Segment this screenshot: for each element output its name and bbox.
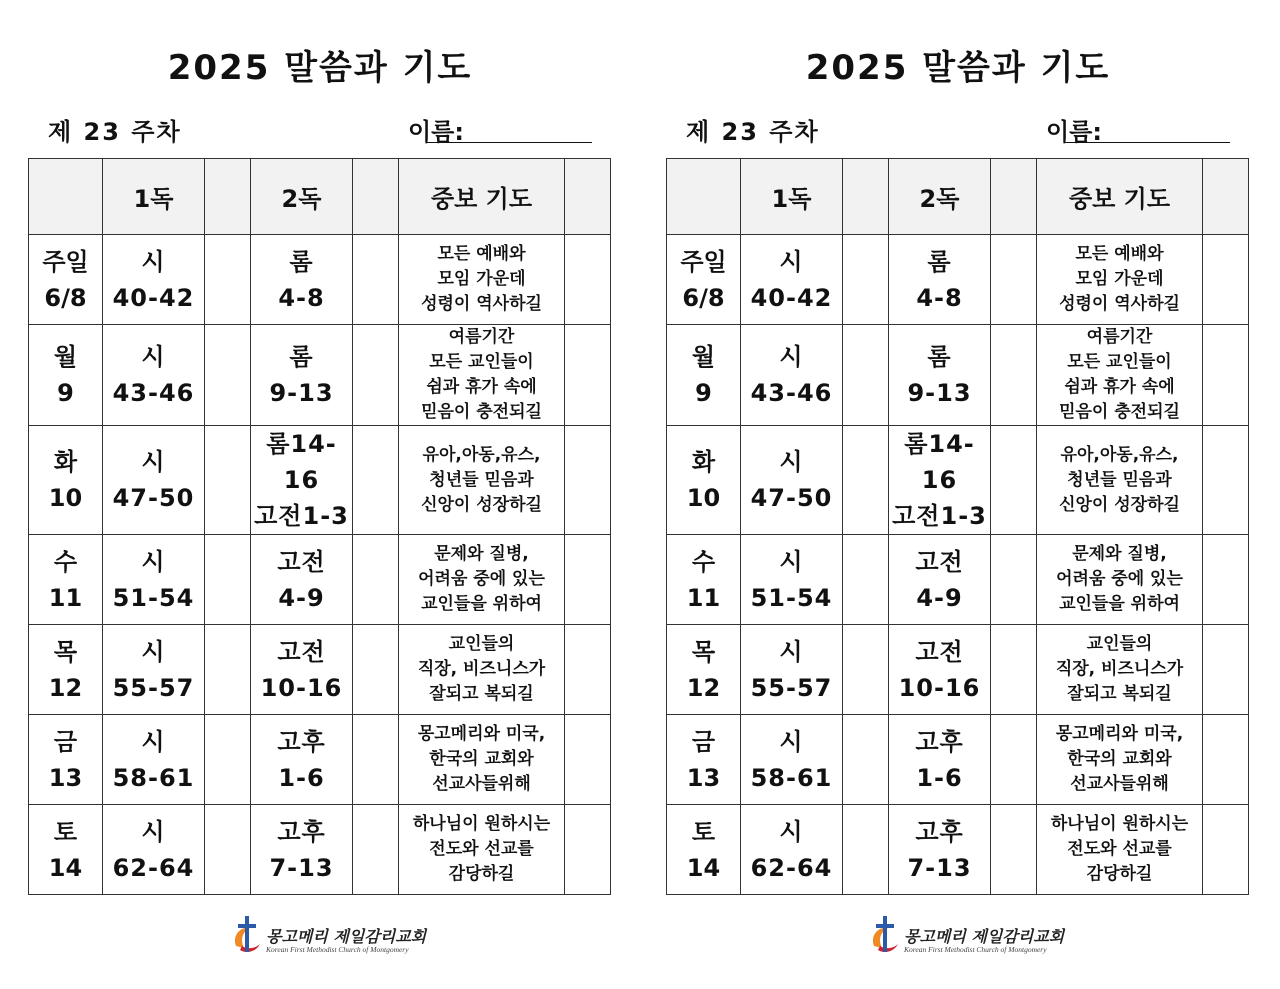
reading2-book: 고후 [277, 817, 326, 846]
reading2-chapters: 10-16 [898, 673, 981, 702]
day-cell [667, 535, 741, 625]
day-name: 수 [691, 547, 716, 576]
table-row [667, 625, 1249, 715]
reading1-cell [741, 805, 843, 895]
name-label: 이름: [1046, 118, 1102, 146]
prayer-line: 모임 가운데 [1075, 269, 1164, 289]
day-name: 토 [691, 817, 716, 846]
table-row [29, 235, 611, 325]
header-row [29, 159, 611, 235]
reading2-chapters: 7-13 [269, 853, 334, 882]
reading-prayer-table [666, 158, 1249, 895]
church-name-ko: 몽고메리 제일감리교회 [266, 927, 427, 946]
reading2-cell [251, 625, 353, 715]
reading2-book: 고전 [277, 637, 326, 666]
prayer-line: 몽고메리와 미국, [1055, 724, 1184, 744]
reading2-cell [251, 715, 353, 805]
check-box-reading1 [205, 535, 251, 625]
check-box-reading1 [205, 805, 251, 895]
reading1-cell [741, 715, 843, 805]
reading2-book: 고후 [915, 817, 964, 846]
reading1-book: 시 [141, 817, 166, 846]
day-cell [667, 715, 741, 805]
prayer-line: 문제와 질병, [434, 544, 529, 564]
worksheet-left [20, 0, 620, 989]
church-name-ko: 몽고메리 제일감리교회 [904, 927, 1065, 946]
check-box-reading2 [353, 805, 399, 895]
reading1-book: 시 [779, 727, 804, 756]
reading2-chapters: 9-13 [907, 379, 972, 407]
prayer-line: 신앙이 성장하길 [421, 494, 542, 515]
prayer-cell [1037, 805, 1203, 895]
reading1-cell [741, 625, 843, 715]
table-row [667, 235, 1249, 325]
day-name: 토 [53, 817, 78, 846]
prayer-line: 유아,아동,유스, [1060, 444, 1179, 465]
day-date: 11 [686, 583, 721, 612]
reading2-chapters: 고전1-3 [892, 502, 987, 530]
check-box-reading2 [353, 535, 399, 625]
prayer-line: 모든 예배와 [1075, 244, 1164, 264]
reading2-chapters: 고전1-3 [254, 502, 349, 530]
prayer-line: 유아,아동,유스, [422, 444, 541, 465]
header-reading1: 1독 [103, 159, 205, 235]
table-row [667, 426, 1249, 535]
reading2-chapters: 4-9 [278, 583, 325, 612]
reading1-chapters: 40-42 [750, 283, 833, 312]
reading1-cell [103, 535, 205, 625]
reading1-chapters: 47-50 [112, 484, 195, 512]
reading1-cell [741, 426, 843, 535]
check-box-reading1 [205, 235, 251, 325]
prayer-line: 잘되고 복되길 [429, 684, 534, 704]
prayer-line: 어려움 중에 있는 [1056, 569, 1183, 589]
prayer-line: 믿음이 충전되길 [421, 402, 542, 422]
reading2-chapters: 4-8 [278, 283, 325, 312]
reading2-cell [889, 325, 991, 426]
check-box-reading1 [843, 235, 889, 325]
table-row [29, 535, 611, 625]
week-label: 제 23 주차 [686, 118, 820, 146]
day-name: 화 [53, 448, 78, 476]
prayer-cell [399, 426, 565, 535]
day-date: 14 [48, 853, 83, 882]
reading2-cell [251, 235, 353, 325]
reading1-book: 시 [141, 547, 166, 576]
check-box-reading2 [991, 235, 1037, 325]
check-box-prayer [1203, 426, 1249, 535]
check-box-reading1 [205, 625, 251, 715]
reading1-book: 시 [779, 448, 804, 476]
header-row [667, 159, 1249, 235]
day-name: 목 [53, 637, 78, 666]
check-box-prayer [565, 805, 611, 895]
day-date: 13 [686, 763, 721, 792]
reading2-cell [889, 426, 991, 535]
check-box-reading2 [353, 325, 399, 426]
reading1-cell [103, 325, 205, 426]
reading2-cell [889, 535, 991, 625]
table-row [29, 805, 611, 895]
day-name: 월 [53, 343, 78, 371]
reading2-cell [251, 325, 353, 426]
check-box-prayer [565, 235, 611, 325]
table-row [29, 625, 611, 715]
church-logo [868, 912, 1065, 960]
check-box-reading2 [991, 625, 1037, 715]
header-check3-blank [565, 159, 611, 235]
day-cell [667, 426, 741, 535]
check-box-reading2 [353, 235, 399, 325]
name-blank-line [1064, 142, 1230, 143]
check-box-prayer [565, 625, 611, 715]
check-box-prayer [1203, 325, 1249, 426]
day-name: 주일 [42, 247, 89, 276]
header-reading2: 2독 [251, 159, 353, 235]
reading2-book: 롬 [927, 247, 952, 276]
reading1-book: 시 [141, 727, 166, 756]
check-box-reading1 [843, 325, 889, 426]
reading1-book: 시 [141, 637, 166, 666]
prayer-line: 교인들을 위하여 [1059, 594, 1180, 614]
table-row [667, 325, 1249, 426]
prayer-line: 청년들 믿음과 [429, 469, 534, 490]
prayer-line: 모든 교인들이 [1067, 352, 1172, 372]
header-day-blank [667, 159, 741, 235]
prayer-line: 선교사들위해 [1070, 774, 1169, 794]
check-box-reading1 [205, 426, 251, 535]
prayer-line: 전도와 선교를 [1067, 839, 1172, 859]
reading1-book: 시 [779, 637, 804, 666]
reading1-chapters: 43-46 [112, 379, 195, 407]
prayer-line: 믿음이 충전되길 [1059, 402, 1180, 422]
check-box-reading2 [991, 325, 1037, 426]
day-name: 목 [691, 637, 716, 666]
reading1-cell [103, 426, 205, 535]
name-blank-line [426, 142, 592, 143]
day-date: 12 [686, 673, 721, 702]
reading2-book: 롬14-16 [266, 430, 337, 494]
day-cell [667, 625, 741, 715]
prayer-line: 하나님이 원하시는 [1050, 814, 1189, 834]
table-row [667, 805, 1249, 895]
day-cell [29, 325, 103, 426]
reading2-chapters: 1-6 [278, 763, 325, 792]
table-row [29, 426, 611, 535]
check-box-reading1 [843, 625, 889, 715]
church-logo [230, 912, 427, 960]
prayer-line: 여름기간 [1086, 327, 1153, 347]
check-box-reading2 [991, 426, 1037, 535]
prayer-line: 성령이 역사하길 [421, 294, 542, 314]
reading1-book: 시 [779, 817, 804, 846]
reading2-cell [251, 805, 353, 895]
reading2-book: 고전 [915, 547, 964, 576]
reading-prayer-table [28, 158, 611, 895]
reading2-book: 롬 [289, 343, 314, 371]
check-box-reading1 [843, 535, 889, 625]
prayer-cell [399, 805, 565, 895]
check-box-reading1 [843, 715, 889, 805]
check-box-reading1 [843, 426, 889, 535]
check-box-prayer [565, 535, 611, 625]
prayer-line: 쉼과 휴가 속에 [426, 377, 537, 397]
prayer-cell [1037, 715, 1203, 805]
reading1-chapters: 58-61 [750, 763, 833, 792]
check-box-prayer [1203, 625, 1249, 715]
header-day-blank [29, 159, 103, 235]
check-box-reading1 [205, 325, 251, 426]
day-cell [29, 715, 103, 805]
day-date: 9 [695, 379, 712, 407]
reading1-cell [103, 625, 205, 715]
reading1-chapters: 62-64 [112, 853, 195, 882]
check-box-prayer [565, 715, 611, 805]
prayer-cell [399, 325, 565, 426]
day-date: 14 [686, 853, 721, 882]
day-name: 화 [691, 448, 716, 476]
day-date: 10 [686, 484, 721, 512]
day-date: 6/8 [682, 283, 725, 312]
header-check2-blank [353, 159, 399, 235]
check-box-reading2 [991, 535, 1037, 625]
reading2-cell [889, 235, 991, 325]
day-date: 11 [48, 583, 83, 612]
check-box-prayer [1203, 535, 1249, 625]
page-title: 2025 말씀과 기도 [167, 48, 473, 88]
prayer-cell [399, 535, 565, 625]
reading2-cell [251, 426, 353, 535]
reading1-chapters: 40-42 [112, 283, 195, 312]
day-name: 수 [53, 547, 78, 576]
reading1-book: 시 [779, 547, 804, 576]
day-cell [29, 426, 103, 535]
reading1-chapters: 58-61 [112, 763, 195, 792]
header-check3-blank [1203, 159, 1249, 235]
church-name-en: Korean First Methodist Church of Montgomery [904, 945, 1047, 954]
reading2-cell [889, 715, 991, 805]
reading2-book: 롬14-16 [904, 430, 975, 494]
prayer-line: 직장, 비즈니스가 [1055, 659, 1184, 679]
prayer-cell [399, 235, 565, 325]
page-title: 2025 말씀과 기도 [805, 48, 1111, 88]
reading1-chapters: 55-57 [750, 673, 833, 702]
header-check1-blank [205, 159, 251, 235]
reading2-book: 고후 [277, 727, 326, 756]
reading1-book: 시 [779, 247, 804, 276]
prayer-line: 잘되고 복되길 [1067, 684, 1172, 704]
header-reading1: 1독 [741, 159, 843, 235]
reading2-chapters: 9-13 [269, 379, 334, 407]
check-box-reading1 [205, 715, 251, 805]
check-box-prayer [1203, 715, 1249, 805]
reading1-cell [103, 235, 205, 325]
reading1-book: 시 [141, 247, 166, 276]
prayer-line: 모임 가운데 [437, 269, 526, 289]
day-date: 6/8 [44, 283, 87, 312]
reading2-cell [889, 625, 991, 715]
prayer-cell [1037, 535, 1203, 625]
check-box-prayer [1203, 235, 1249, 325]
header-check1-blank [843, 159, 889, 235]
prayer-line: 교인들의 [1086, 634, 1153, 654]
day-name: 월 [691, 343, 716, 371]
reading1-cell [103, 805, 205, 895]
reading2-book: 롬 [289, 247, 314, 276]
reading1-chapters: 51-54 [750, 583, 833, 612]
prayer-line: 한국의 교회와 [429, 749, 534, 769]
reading1-book: 시 [141, 343, 166, 371]
reading2-cell [889, 805, 991, 895]
reading2-book: 고전 [277, 547, 326, 576]
week-label: 제 23 주차 [48, 118, 182, 146]
reading2-book: 고후 [915, 727, 964, 756]
prayer-line: 어려움 중에 있는 [418, 569, 545, 589]
table-row [29, 715, 611, 805]
check-box-reading2 [353, 625, 399, 715]
worksheet-right [658, 0, 1258, 989]
day-cell [29, 805, 103, 895]
prayer-cell [1037, 426, 1203, 535]
reading2-book: 고전 [915, 637, 964, 666]
reading1-cell [741, 235, 843, 325]
prayer-line: 모든 교인들이 [429, 352, 534, 372]
prayer-line: 몽고메리와 미국, [417, 724, 546, 744]
prayer-line: 문제와 질병, [1072, 544, 1167, 564]
prayer-line: 감당하길 [1086, 864, 1153, 884]
prayer-cell [1037, 235, 1203, 325]
prayer-line: 모든 예배와 [437, 244, 526, 264]
church-name-en: Korean First Methodist Church of Montgomery [266, 945, 409, 954]
reading2-chapters: 10-16 [260, 673, 343, 702]
day-date: 13 [48, 763, 83, 792]
day-name: 금 [691, 727, 716, 756]
table-row [29, 325, 611, 426]
check-box-reading2 [991, 715, 1037, 805]
reading2-cell [251, 535, 353, 625]
reading1-chapters: 51-54 [112, 583, 195, 612]
reading2-chapters: 7-13 [907, 853, 972, 882]
day-cell [667, 805, 741, 895]
header-check2-blank [991, 159, 1037, 235]
table-row [667, 535, 1249, 625]
name-label: 이름: [408, 118, 464, 146]
reading1-book: 시 [141, 448, 166, 476]
day-cell [667, 235, 741, 325]
day-name: 금 [53, 727, 78, 756]
day-cell [29, 535, 103, 625]
day-date: 9 [57, 379, 74, 407]
reading1-book: 시 [779, 343, 804, 371]
prayer-cell [1037, 325, 1203, 426]
prayer-line: 직장, 비즈니스가 [417, 659, 546, 679]
prayer-line: 한국의 교회와 [1067, 749, 1172, 769]
table-row [667, 715, 1249, 805]
check-box-prayer [565, 426, 611, 535]
prayer-line: 하나님이 원하시는 [412, 814, 551, 834]
day-cell [667, 325, 741, 426]
header-reading2: 2독 [889, 159, 991, 235]
reading1-cell [103, 715, 205, 805]
header-prayer: 중보 기도 [399, 159, 565, 235]
prayer-line: 신앙이 성장하길 [1059, 494, 1180, 515]
check-box-reading2 [991, 805, 1037, 895]
check-box-reading1 [843, 805, 889, 895]
check-box-prayer [1203, 805, 1249, 895]
check-box-reading2 [353, 426, 399, 535]
reading2-chapters: 4-9 [916, 583, 963, 612]
reading1-chapters: 55-57 [112, 673, 195, 702]
day-date: 12 [48, 673, 83, 702]
cross-flame-icon [868, 912, 904, 958]
reading2-book: 롬 [927, 343, 952, 371]
prayer-line: 교인들을 위하여 [421, 594, 542, 614]
reading1-cell [741, 535, 843, 625]
prayer-line: 성령이 역사하길 [1059, 294, 1180, 314]
day-cell [29, 625, 103, 715]
reading1-chapters: 43-46 [750, 379, 833, 407]
reading1-chapters: 62-64 [750, 853, 833, 882]
day-name: 주일 [680, 247, 727, 276]
reading1-cell [741, 325, 843, 426]
header-prayer: 중보 기도 [1037, 159, 1203, 235]
prayer-line: 선교사들위해 [432, 774, 531, 794]
reading1-chapters: 47-50 [750, 484, 833, 512]
prayer-cell [1037, 625, 1203, 715]
day-date: 10 [48, 484, 83, 512]
prayer-line: 감당하길 [448, 864, 515, 884]
prayer-cell [399, 625, 565, 715]
prayer-line: 교인들의 [448, 634, 515, 654]
check-box-reading2 [353, 715, 399, 805]
prayer-cell [399, 715, 565, 805]
prayer-line: 전도와 선교를 [429, 839, 534, 859]
prayer-line: 여름기간 [448, 327, 515, 347]
prayer-line: 청년들 믿음과 [1067, 469, 1172, 490]
reading2-chapters: 1-6 [916, 763, 963, 792]
check-box-prayer [565, 325, 611, 426]
reading2-chapters: 4-8 [916, 283, 963, 312]
prayer-line: 쉼과 휴가 속에 [1064, 377, 1175, 397]
cross-flame-icon [230, 912, 266, 958]
day-cell [29, 235, 103, 325]
